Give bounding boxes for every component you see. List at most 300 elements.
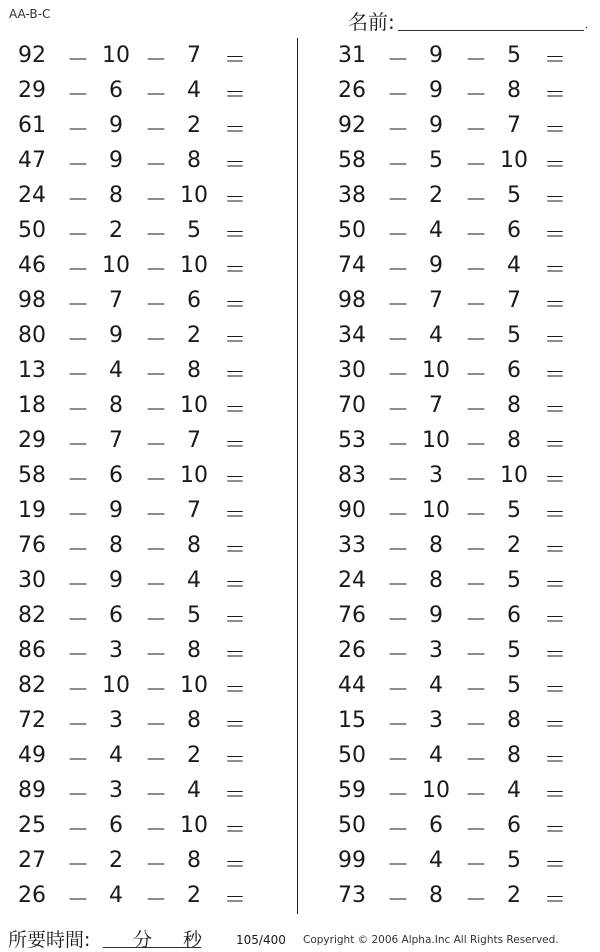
minus-sign: － [144, 223, 167, 248]
minus-sign: － [144, 853, 167, 878]
subtrahend-2: 6 [507, 358, 521, 383]
subtrahend-2: 4 [507, 778, 521, 803]
minuend: 25 [18, 813, 46, 838]
subtrahend-1: 9 [429, 603, 443, 628]
problem-row [0, 388, 296, 423]
problem-row [0, 493, 296, 528]
subtrahend-2: 2 [187, 883, 201, 908]
problem-row [0, 773, 296, 808]
equals-sign: ＝ [543, 188, 566, 213]
minuend: 34 [338, 323, 366, 348]
minus-sign: － [144, 748, 167, 773]
subtrahend-2: 2 [187, 113, 201, 138]
equals-sign: ＝ [223, 48, 246, 73]
minus-sign: － [464, 503, 487, 528]
subtrahend-1: 4 [429, 743, 443, 768]
minus-sign: － [386, 608, 409, 633]
minuend: 26 [338, 638, 366, 663]
subtrahend-2: 5 [507, 183, 521, 208]
subtrahend-1: 8 [429, 883, 443, 908]
minus-sign: － [386, 328, 409, 353]
subtrahend-1: 7 [109, 288, 123, 313]
minus-sign: － [144, 888, 167, 913]
minus-sign: － [144, 608, 167, 633]
minus-sign: － [144, 783, 167, 808]
equals-sign: ＝ [543, 398, 566, 423]
problem-row [320, 388, 600, 423]
minuend: 33 [338, 533, 366, 558]
problem-row [320, 73, 600, 108]
problem-row [0, 108, 296, 143]
minuend: 72 [18, 708, 46, 733]
problem-row [0, 73, 296, 108]
minuend: 30 [18, 568, 46, 593]
problem-row [0, 353, 296, 388]
minuend: 19 [18, 498, 46, 523]
minus-sign: － [66, 258, 89, 283]
minuend: 26 [338, 78, 366, 103]
minus-sign: － [66, 678, 89, 703]
subtrahend-1: 9 [429, 78, 443, 103]
problem-row [320, 528, 600, 563]
minuend: 47 [18, 148, 46, 173]
subtrahend-1: 10 [422, 778, 450, 803]
subtrahend-1: 10 [102, 43, 130, 68]
minus-sign: － [464, 818, 487, 843]
subtrahend-2: 7 [187, 498, 201, 523]
subtrahend-1: 7 [429, 393, 443, 418]
equals-sign: ＝ [543, 118, 566, 143]
minus-sign: － [386, 748, 409, 773]
minus-sign: － [386, 433, 409, 458]
minus-sign: － [144, 538, 167, 563]
right-problem-column [320, 38, 600, 913]
problem-row [320, 143, 600, 178]
equals-sign: ＝ [543, 888, 566, 913]
subtrahend-2: 5 [507, 323, 521, 348]
subtrahend-1: 7 [109, 428, 123, 453]
minuend: 92 [18, 43, 46, 68]
minus-sign: － [144, 573, 167, 598]
minuend: 29 [18, 428, 46, 453]
subtrahend-1: 10 [422, 498, 450, 523]
subtrahend-1: 6 [109, 463, 123, 488]
minuend: 98 [18, 288, 46, 313]
minus-sign: － [66, 713, 89, 738]
subtrahend-1: 9 [109, 568, 123, 593]
problem-row [320, 458, 600, 493]
minuend: 26 [18, 883, 46, 908]
minus-sign: － [66, 573, 89, 598]
subtrahend-2: 5 [507, 43, 521, 68]
minuend: 74 [338, 253, 366, 278]
minus-sign: － [144, 643, 167, 668]
equals-sign: ＝ [223, 188, 246, 213]
minuend: 53 [338, 428, 366, 453]
subtrahend-1: 4 [429, 848, 443, 873]
problem-row [320, 808, 600, 843]
minuend: 15 [338, 708, 366, 733]
minus-sign: － [66, 398, 89, 423]
minus-sign: － [386, 223, 409, 248]
minus-sign: － [144, 48, 167, 73]
problem-row [320, 773, 600, 808]
minuend: 24 [338, 568, 366, 593]
problem-row [320, 318, 600, 353]
minus-sign: － [386, 468, 409, 493]
subtrahend-1: 4 [429, 673, 443, 698]
subtrahend-1: 3 [429, 463, 443, 488]
minus-sign: － [386, 573, 409, 598]
equals-sign: ＝ [543, 643, 566, 668]
minuend: 49 [18, 743, 46, 768]
minuend: 82 [18, 603, 46, 628]
minus-sign: － [66, 608, 89, 633]
subtrahend-1: 7 [429, 288, 443, 313]
minus-sign: － [386, 153, 409, 178]
minuend: 58 [18, 463, 46, 488]
minus-sign: － [66, 818, 89, 843]
problem-row [320, 283, 600, 318]
equals-sign: ＝ [223, 83, 246, 108]
minus-sign: － [386, 188, 409, 213]
subtrahend-1: 9 [109, 113, 123, 138]
subtrahend-1: 10 [102, 253, 130, 278]
problem-row [320, 213, 600, 248]
subtrahend-1: 4 [429, 323, 443, 348]
subtrahend-2: 6 [507, 813, 521, 838]
minus-sign: － [144, 118, 167, 143]
minuend: 89 [18, 778, 46, 803]
subtrahend-2: 2 [187, 323, 201, 348]
problem-row [0, 878, 296, 913]
minuend: 90 [338, 498, 366, 523]
minus-sign: － [66, 503, 89, 528]
subtrahend-2: 5 [507, 848, 521, 873]
subtrahend-1: 6 [109, 603, 123, 628]
problem-row [320, 563, 600, 598]
minus-sign: － [144, 328, 167, 353]
equals-sign: ＝ [223, 468, 246, 493]
subtrahend-2: 2 [507, 883, 521, 908]
minuend: 44 [338, 673, 366, 698]
subtrahend-2: 4 [187, 78, 201, 103]
subtrahend-1: 4 [109, 743, 123, 768]
minus-sign: － [144, 678, 167, 703]
problem-row [0, 738, 296, 773]
elapsed-time-label: 所要時間: [8, 929, 91, 951]
equals-sign: ＝ [223, 398, 246, 423]
equals-sign: ＝ [223, 293, 246, 318]
problem-row [0, 318, 296, 353]
subtrahend-2: 7 [187, 43, 201, 68]
problem-row [320, 38, 600, 73]
minus-sign: － [386, 643, 409, 668]
equals-sign: ＝ [543, 258, 566, 283]
equals-sign: ＝ [543, 783, 566, 808]
minus-sign: － [66, 293, 89, 318]
equals-sign: ＝ [223, 153, 246, 178]
equals-sign: ＝ [543, 223, 566, 248]
problem-row [320, 248, 600, 283]
subtrahend-2: 2 [187, 743, 201, 768]
problem-row [0, 528, 296, 563]
equals-sign: ＝ [543, 818, 566, 843]
minus-sign: － [66, 48, 89, 73]
minus-sign: － [464, 468, 487, 493]
subtrahend-2: 8 [187, 638, 201, 663]
minus-sign: － [144, 293, 167, 318]
subtrahend-2: 4 [187, 568, 201, 593]
name-label: 名前: [348, 10, 395, 34]
minus-sign: － [464, 328, 487, 353]
minuend: 86 [18, 638, 46, 663]
minus-sign: － [144, 713, 167, 738]
subtrahend-1: 3 [109, 778, 123, 803]
minuend: 38 [338, 183, 366, 208]
minuend: 50 [338, 813, 366, 838]
minuend: 13 [18, 358, 46, 383]
minus-sign: － [66, 783, 89, 808]
problem-row [320, 598, 600, 633]
subtrahend-1: 9 [429, 113, 443, 138]
minus-sign: － [386, 853, 409, 878]
minus-sign: － [144, 503, 167, 528]
subtrahend-2: 8 [507, 78, 521, 103]
minus-sign: － [464, 363, 487, 388]
subtrahend-1: 9 [109, 498, 123, 523]
subtrahend-2: 4 [187, 778, 201, 803]
equals-sign: ＝ [223, 608, 246, 633]
minuend: 50 [18, 218, 46, 243]
equals-sign: ＝ [543, 748, 566, 773]
minuend: 58 [338, 148, 366, 173]
problem-row [0, 598, 296, 633]
minuend: 83 [338, 463, 366, 488]
problem-row [0, 38, 296, 73]
subtrahend-2: 8 [507, 428, 521, 453]
subtrahend-2: 5 [507, 638, 521, 663]
subtrahend-1: 10 [422, 358, 450, 383]
problem-row [320, 843, 600, 878]
minuend: 30 [338, 358, 366, 383]
minus-sign: － [464, 48, 487, 73]
minuend: 50 [338, 218, 366, 243]
equals-sign: ＝ [543, 363, 566, 388]
subtrahend-1: 9 [429, 253, 443, 278]
minus-sign: － [464, 573, 487, 598]
equals-sign: ＝ [223, 503, 246, 528]
subtrahend-1: 10 [422, 428, 450, 453]
equals-sign: ＝ [223, 258, 246, 283]
minus-sign: － [464, 433, 487, 458]
subtrahend-1: 3 [109, 638, 123, 663]
minuend: 76 [338, 603, 366, 628]
minus-sign: － [464, 83, 487, 108]
minuend: 46 [18, 253, 46, 278]
problem-row [320, 633, 600, 668]
subtrahend-1: 9 [109, 148, 123, 173]
subtrahend-1: 9 [429, 43, 443, 68]
problem-row [0, 213, 296, 248]
subtrahend-2: 8 [187, 708, 201, 733]
minuend: 76 [18, 533, 46, 558]
subtrahend-1: 3 [109, 708, 123, 733]
problem-row [320, 108, 600, 143]
equals-sign: ＝ [543, 678, 566, 703]
minus-sign: － [464, 748, 487, 773]
problem-row [0, 458, 296, 493]
problem-row [0, 423, 296, 458]
equals-sign: ＝ [223, 363, 246, 388]
subtrahend-1: 8 [109, 183, 123, 208]
minus-sign: － [66, 748, 89, 773]
equals-sign: ＝ [223, 118, 246, 143]
equals-sign: ＝ [543, 48, 566, 73]
minutes-label: 分 [133, 929, 153, 951]
equals-sign: ＝ [543, 328, 566, 353]
equals-sign: ＝ [543, 83, 566, 108]
minuend: 70 [338, 393, 366, 418]
minus-sign: － [464, 888, 487, 913]
subtrahend-2: 5 [507, 568, 521, 593]
column-divider [297, 38, 298, 914]
minus-sign: － [66, 888, 89, 913]
score-counter: 105/400 [236, 933, 286, 947]
minus-sign: － [66, 853, 89, 878]
equals-sign: ＝ [223, 573, 246, 598]
equals-sign: ＝ [223, 783, 246, 808]
name-field [348, 6, 588, 32]
equals-sign: ＝ [543, 433, 566, 458]
minuend: 92 [338, 113, 366, 138]
subtrahend-2: 6 [507, 603, 521, 628]
minuend: 82 [18, 673, 46, 698]
minuend: 98 [338, 288, 366, 313]
subtrahend-2: 7 [187, 428, 201, 453]
minus-sign: － [464, 398, 487, 423]
minus-sign: － [386, 818, 409, 843]
equals-sign: ＝ [223, 433, 246, 458]
equals-sign: ＝ [543, 468, 566, 493]
subtrahend-2: 8 [507, 708, 521, 733]
minus-sign: － [386, 783, 409, 808]
minus-sign: － [66, 468, 89, 493]
minus-sign: － [386, 293, 409, 318]
minus-sign: － [386, 258, 409, 283]
subtrahend-2: 8 [507, 743, 521, 768]
subtrahend-1: 2 [429, 183, 443, 208]
subtrahend-2: 10 [180, 253, 208, 278]
subtrahend-1: 8 [429, 568, 443, 593]
equals-sign: ＝ [223, 328, 246, 353]
minus-sign: － [144, 433, 167, 458]
name-underline [398, 30, 584, 31]
minus-sign: － [144, 398, 167, 423]
subtrahend-1: 3 [429, 638, 443, 663]
minus-sign: － [464, 118, 487, 143]
problem-row [0, 563, 296, 598]
minuend: 80 [18, 323, 46, 348]
subtrahend-1: 5 [429, 148, 443, 173]
problem-row [0, 633, 296, 668]
minus-sign: － [464, 223, 487, 248]
subtrahend-2: 5 [187, 218, 201, 243]
minus-sign: － [144, 188, 167, 213]
minus-sign: － [386, 713, 409, 738]
problem-row [320, 703, 600, 738]
subtrahend-2: 7 [507, 113, 521, 138]
subtrahend-2: 10 [500, 148, 528, 173]
subtrahend-1: 9 [109, 323, 123, 348]
problem-row [320, 353, 600, 388]
minus-sign: － [66, 223, 89, 248]
minus-sign: － [386, 503, 409, 528]
footer [0, 924, 600, 952]
minus-sign: － [464, 258, 487, 283]
subtrahend-1: 4 [109, 358, 123, 383]
minus-sign: － [386, 83, 409, 108]
subtrahend-2: 5 [507, 673, 521, 698]
equals-sign: ＝ [223, 223, 246, 248]
minus-sign: － [144, 83, 167, 108]
subtrahend-1: 10 [102, 673, 130, 698]
equals-sign: ＝ [223, 678, 246, 703]
subtrahend-1: 8 [109, 533, 123, 558]
subtrahend-2: 10 [180, 463, 208, 488]
equals-sign: ＝ [223, 888, 246, 913]
subtrahend-1: 4 [109, 883, 123, 908]
equals-sign: ＝ [223, 713, 246, 738]
minus-sign: － [464, 293, 487, 318]
equals-sign: ＝ [543, 538, 566, 563]
problem-row [320, 668, 600, 703]
minuend: 27 [18, 848, 46, 873]
problem-row [0, 143, 296, 178]
subtrahend-1: 2 [109, 848, 123, 873]
subtrahend-2: 8 [187, 148, 201, 173]
minus-sign: － [66, 328, 89, 353]
subtrahend-2: 8 [187, 533, 201, 558]
subtrahend-2: 5 [507, 498, 521, 523]
subtrahend-2: 4 [507, 253, 521, 278]
minus-sign: － [66, 83, 89, 108]
minus-sign: － [386, 48, 409, 73]
subtrahend-1: 8 [109, 393, 123, 418]
subtrahend-2: 6 [187, 288, 201, 313]
minuend: 50 [338, 743, 366, 768]
equals-sign: ＝ [543, 713, 566, 738]
subtrahend-1: 3 [429, 708, 443, 733]
problem-row [0, 843, 296, 878]
problem-row [320, 493, 600, 528]
equals-sign: ＝ [223, 643, 246, 668]
subtrahend-2: 7 [507, 288, 521, 313]
subtrahend-1: 6 [109, 813, 123, 838]
problem-row [0, 808, 296, 843]
name-line-end-dot: . [584, 20, 588, 31]
problem-row [0, 178, 296, 213]
worksheet-code: AA-B-C [9, 7, 51, 21]
minus-sign: － [464, 538, 487, 563]
minus-sign: － [464, 643, 487, 668]
minus-sign: － [386, 888, 409, 913]
minus-sign: － [386, 538, 409, 563]
problem-row [320, 878, 600, 913]
problem-row [320, 738, 600, 773]
problem-row [320, 178, 600, 213]
subtrahend-2: 5 [187, 603, 201, 628]
